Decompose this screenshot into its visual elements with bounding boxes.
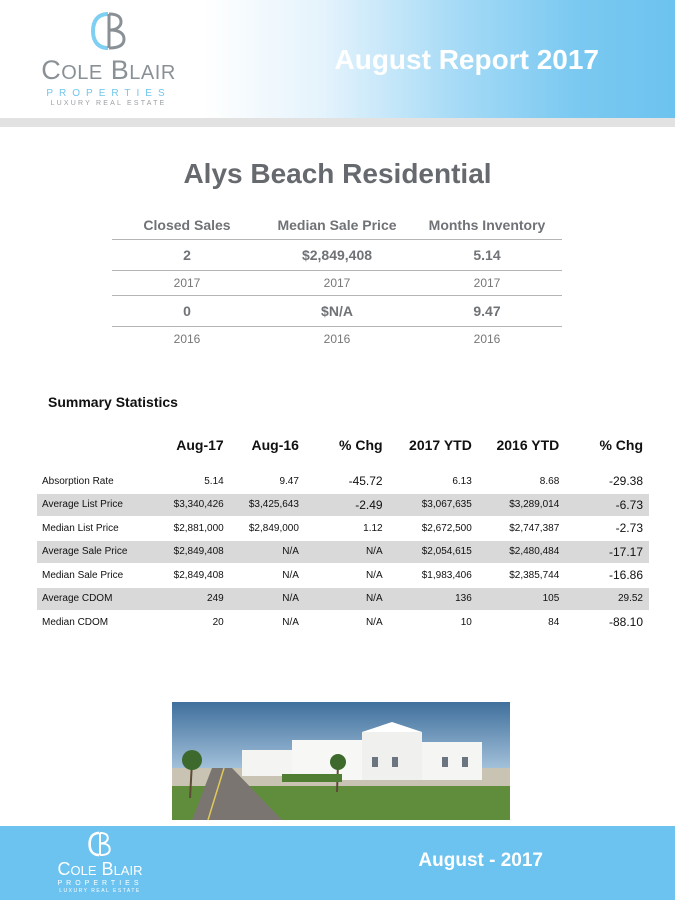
kpi-year: 2016: [173, 332, 201, 346]
cell: N/A: [305, 587, 389, 611]
kpi-value: 0: [112, 296, 262, 327]
cell: -16.86: [565, 564, 649, 588]
cell: $2,672,500: [389, 517, 478, 541]
kpi-header: Months Inventory: [412, 210, 562, 240]
kpi-current-values: [112, 240, 562, 271]
cell: -6.73: [565, 493, 649, 517]
cell: 5.14: [152, 467, 230, 493]
cell: -45.72: [305, 467, 389, 493]
kpi-prior-years: [112, 327, 562, 352]
row-label: Median CDOM: [37, 611, 152, 635]
cell: N/A: [230, 611, 305, 635]
cell: -88.10: [565, 611, 649, 635]
cell: 8.68: [478, 467, 565, 493]
header-divider: [0, 118, 675, 127]
row-label: Average Sale Price: [37, 540, 152, 564]
report-title: August Report 2017: [334, 44, 599, 75]
summary-column-header: % Chg: [599, 437, 643, 453]
row-label: Median Sale Price: [37, 564, 152, 588]
row-label: Average List Price: [37, 493, 152, 517]
kpi-current-years: [112, 271, 562, 296]
kpi-year: 2017: [262, 271, 412, 296]
cell: 20: [152, 611, 230, 635]
summary-column-header: Aug-17: [176, 437, 224, 453]
cell: $2,849,000: [230, 517, 305, 541]
cell: $3,289,014: [478, 493, 565, 517]
cell: N/A: [305, 611, 389, 635]
footer-logo-subtitle: PROPERTIES: [57, 880, 143, 887]
summary-table: [37, 426, 649, 635]
kpi-value: $2,849,408: [262, 240, 412, 271]
cell: $2,480,484: [478, 540, 565, 564]
cell: 105: [478, 587, 565, 611]
kpi-value: 9.47: [412, 296, 562, 327]
kpi-table: [112, 210, 562, 351]
kpi-header: Median Sale Price: [262, 210, 412, 240]
cell: 9.47: [230, 467, 305, 493]
kpi-value: $N/A: [262, 296, 412, 327]
cell: $3,340,426: [152, 493, 230, 517]
cell: $2,054,615: [389, 540, 478, 564]
footer-title: August - 2017: [418, 850, 543, 871]
cell: N/A: [305, 540, 389, 564]
cell: 1.12: [305, 517, 389, 541]
footer-logo-wordmark: COLE BLAIR: [57, 859, 143, 879]
table-row: [37, 540, 649, 564]
cell: $2,881,000: [152, 517, 230, 541]
kpi-year: 2016: [473, 332, 501, 346]
cb-monogram-icon: [87, 830, 113, 858]
cell: $2,849,408: [152, 540, 230, 564]
cell: N/A: [230, 564, 305, 588]
logo-subtitle: PROPERTIES: [46, 88, 171, 99]
kpi-year: 2017: [112, 271, 262, 296]
summary-title: Summary Statistics: [48, 394, 178, 410]
cell: $3,067,635: [389, 493, 478, 517]
table-row: [37, 493, 649, 517]
row-label: Median List Price: [37, 517, 152, 541]
cell: -17.17: [565, 540, 649, 564]
kpi-value: 5.14: [412, 240, 562, 271]
summary-column-header: Aug-16: [251, 437, 299, 453]
cell: 6.13: [389, 467, 478, 493]
cell: -2.49: [305, 493, 389, 517]
cell: $2,849,408: [152, 564, 230, 588]
table-row: [37, 611, 649, 635]
cell: 10: [389, 611, 478, 635]
cell: $1,983,406: [389, 564, 478, 588]
kpi-year: 2016: [323, 332, 351, 346]
table-row: [37, 587, 649, 611]
summary-column-header: 2017 YTD: [409, 437, 472, 453]
cell: N/A: [305, 564, 389, 588]
footer-logo-tagline: LUXURY REAL ESTATE: [59, 888, 141, 894]
page-title: Alys Beach Residential: [183, 158, 492, 189]
cell: 29.52: [565, 587, 649, 611]
kpi-header: Closed Sales: [112, 210, 262, 240]
table-row: [37, 564, 649, 588]
cb-monogram-icon: [89, 10, 129, 52]
logo-tagline: LUXURY REAL ESTATE: [50, 100, 167, 107]
company-logo: [36, 10, 181, 115]
row-label: Average CDOM: [37, 587, 152, 611]
cell: N/A: [230, 587, 305, 611]
summary-header-row: [37, 426, 649, 467]
kpi-header-row: [112, 210, 562, 240]
kpi-prior-values: [112, 296, 562, 327]
kpi-year: 2017: [412, 271, 562, 296]
property-photo: [172, 702, 510, 820]
cell: $2,747,387: [478, 517, 565, 541]
summary-column-header: % Chg: [339, 437, 383, 453]
logo-wordmark: COLE BLAIR: [41, 55, 176, 85]
kpi-value: 2: [112, 240, 262, 271]
cell: -29.38: [565, 467, 649, 493]
cell: 136: [389, 587, 478, 611]
row-label: Absorption Rate: [37, 467, 152, 493]
cell: 84: [478, 611, 565, 635]
table-row: [37, 517, 649, 541]
cell: N/A: [230, 540, 305, 564]
table-row: [37, 467, 649, 493]
summary-header-blank: [37, 426, 152, 467]
cell: $3,425,643: [230, 493, 305, 517]
footer-logo: [50, 830, 150, 898]
summary-column-header: 2016 YTD: [496, 437, 560, 453]
cell: 249: [152, 587, 230, 611]
cell: -2.73: [565, 517, 649, 541]
cell: $2,385,744: [478, 564, 565, 588]
